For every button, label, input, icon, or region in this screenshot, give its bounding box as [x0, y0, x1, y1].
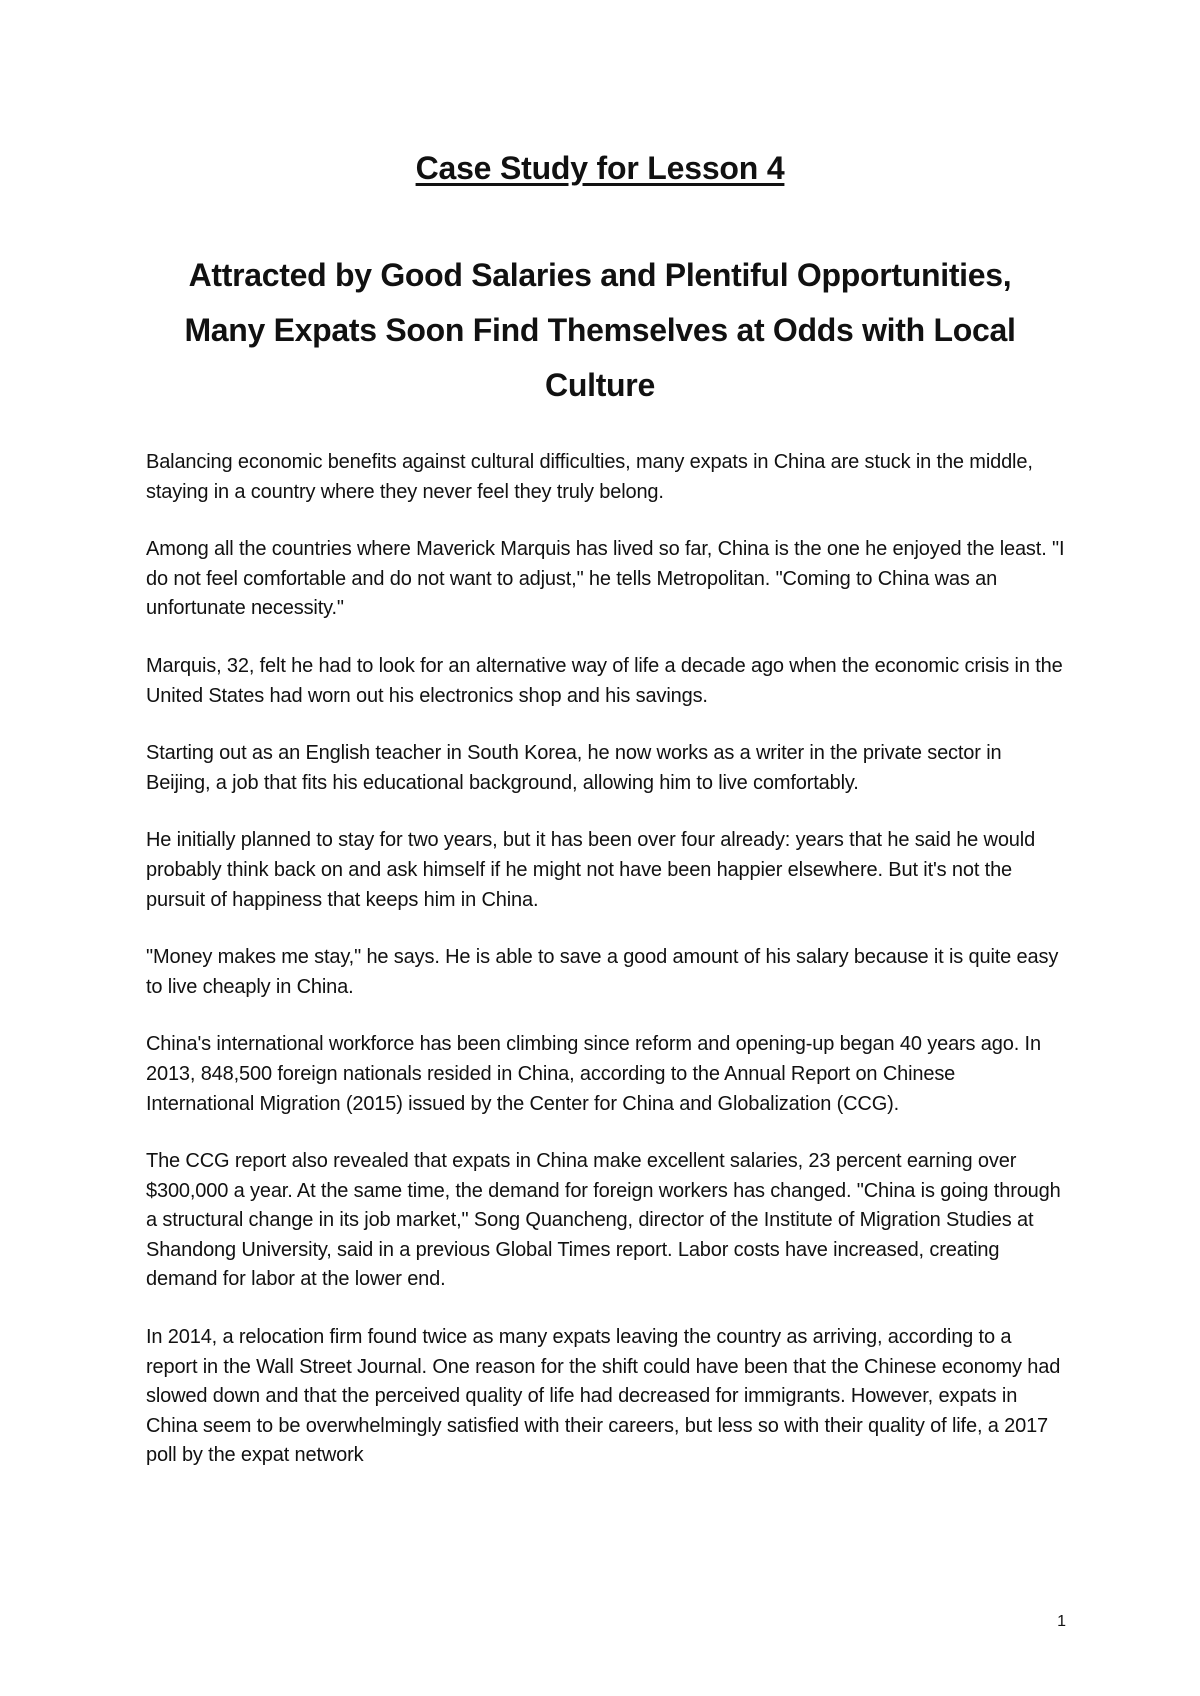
- body-paragraph: Marquis, 32, felt he had to look for an alternative way of life a decade ago when the economic crisis in the United States had worn out his electronics shop and his savings.: [146, 654, 1063, 707]
- body-paragraph: Balancing economic benefits against cultural difficulties, many expats in China are stuck in the middle, staying in a country where they never feel they truly belong.: [146, 451, 1033, 503]
- body-paragraph: Among all the countries where Maverick Marquis has lived so far, China is the one he enjoyed the least. "I do not feel comfortable and do not want to adjust," he tells Metropolitan. "Coming to China was an unfortunate necessity.": [146, 538, 1065, 620]
- body-paragraph: In 2014, a relocation firm found twice as many expats leaving the country as arriving, according to a report in the Wall Street Journal. One reason for the shift could have been that the Chinese economy had slowed down and that the perceived quality of life had decreased for immigrants. However, expats in China seem to be overwhelmingly satisfied with their careers, but less so with their quality of life, a 2017 poll by the expat network: [146, 1326, 1061, 1467]
- lesson-title: Case Study for Lesson 4: [415, 150, 785, 186]
- body-paragraph: "Money makes me stay," he says. He is able to save a good amount of his salary because it is quite easy to live cheaply in China.: [146, 946, 1059, 998]
- body-paragraph: Starting out as an English teacher in South Korea, he now works as a writer in the private sector in Beijing, a job that fits his educational background, allowing him to live comfortably.: [146, 742, 1002, 794]
- body-paragraph: The CCG report also revealed that expats in China make excellent salaries, 23 percent earning over $300,000 a year. At the same time, the demand for foreign workers has changed. "China is going through a structural change in its job market," Song Quancheng, director of the Institute of Migration Studies at Shandong University, said in a previous Global Times report. Labor costs have increased, creating demand for labor at the lower end.: [146, 1150, 1061, 1291]
- article-headline: Attracted by Good Salaries and Plentiful Opportunities, Many Expats Soon Find Themselves at Odds with Local Culture: [184, 257, 1016, 403]
- page-number: 1: [1057, 1613, 1066, 1630]
- body-paragraph: He initially planned to stay for two years, but it has been over four already: years that he said he would probably think back on and ask himself if he might not have been happier elsewhere. But it's not the pursuit of happiness that keeps him in China.: [146, 829, 1036, 911]
- body-paragraph: China's international workforce has been climbing since reform and opening-up began 40 years ago. In 2013, 848,500 foreign nationals resided in China, according to the Annual Report on Chinese International Migration (2015) issued by the Center for China and Globalization (CCG).: [146, 1033, 1041, 1115]
- article-body: [146, 448, 1066, 1499]
